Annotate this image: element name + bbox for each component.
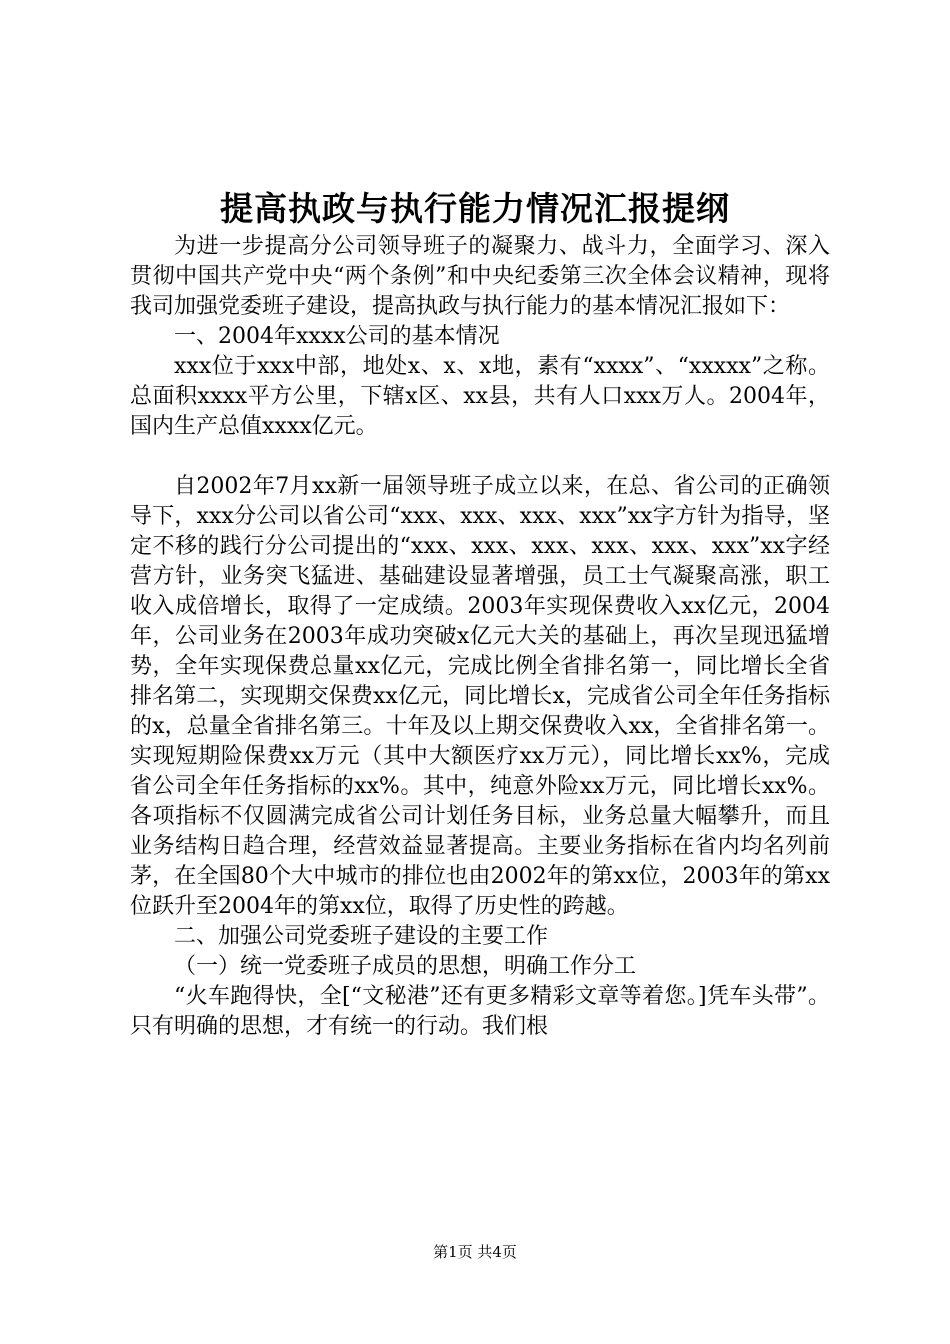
intro-paragraph: 为进一步提高分公司领导班子的凝聚力、战斗力，全面学习、深入贯彻中国共产党中央“两个条例”和中央纪委第三次全体会议精神，现将我司加强党委班子建设，提高执政与执行能力的基本情况汇报如下：: [130, 234, 830, 319]
subsection-paragraph: “火车跑得快，全[“文秘港”还有更多精彩文章等着您。]凭车头带”。只有明确的思想，才有统一的行动。我们根: [130, 984, 830, 1039]
basic-info-paragraph: xxx位于xxx中部，地处x、x、x地，素有“xxxx”、“xxxxx”之称。总面积xxxx平方公里，下辖x区、xx县，共有人口xxx万人。2004年，国内生产总值xxxx亿元。: [130, 354, 830, 439]
subsection-heading-1: （一）统一党委班子成员的思想，明确工作分工: [174, 954, 637, 979]
section-heading-1: 一、2004年xxxx公司的基本情况: [174, 324, 500, 349]
section-heading-2: 二、加强公司党委班子建设的主要工作: [174, 924, 549, 949]
document-body: [130, 232, 830, 1042]
page-footer: 第1页 共4页: [433, 1243, 517, 1261]
document-title: 提高执政与执行能力情况汇报提纲: [220, 189, 730, 228]
achievements-paragraph: 自2002年7月xx新一届领导班子成立以来，在总、省公司的正确领导下，xxx分公司以省公司“xxx、xxx、xxx、xxx”xx字方针为指导，坚定不移的践行分公司提出的“xxx、xxx、xxx、xxx、xxx、xxx”xx字经营方针，业务突飞猛进、基础建设显著增强，员工士气凝聚高涨，职工收入成倍增长，取得了一定成绩。2003年实现保费收入xx亿元，2004年，公司业务在2003年成功突破x亿元大关的基础上，再次呈现迅猛增势，全年实现保费总量xx亿元，完成比例全省排名第一，同比增长全省排名第二，实现期交保费xx亿元，同比增长x，完成省公司全年任务指标的x，总量全省排名第三。十年及以上期交保费收入xx，全省排名第一。实现短期险保费xx万元（其中大额医疗xx万元），同比增长xx%，完成省公司全年任务指标的xx%。其中，纯意外险xx万元，同比增长xx%。各项指标不仅圆满完成省公司计划任务目标，业务总量大幅攀升，而且业务结构日趋合理，经营效益显著提高。主要业务指标在省内均名列前茅，在全国80个大中城市的排位也由2002年的第xx位，2003年的第xx位跃升至2004年的第xx位，取得了历史性的跨越。: [130, 474, 830, 919]
